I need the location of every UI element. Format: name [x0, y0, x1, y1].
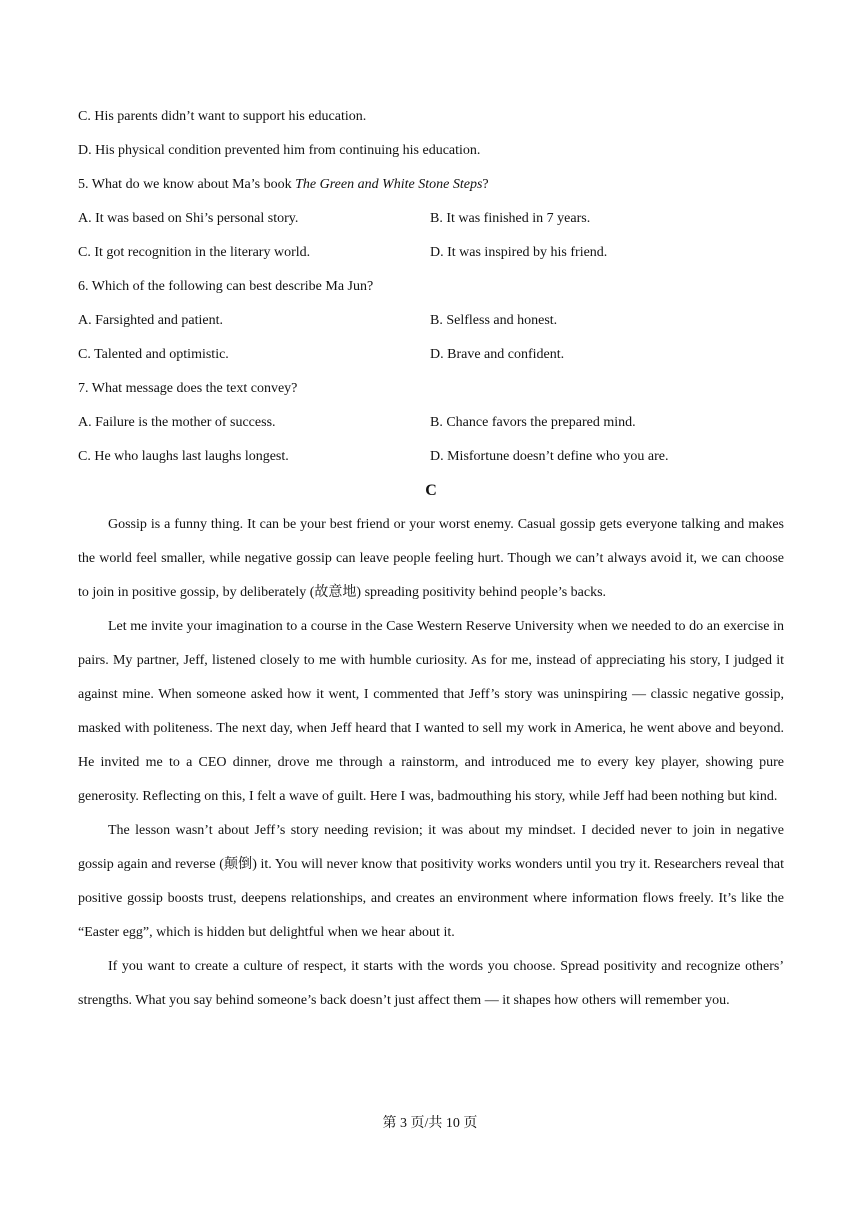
q7-options-row-1 — [78, 406, 784, 440]
page-content — [78, 100, 784, 1018]
q7-option-c: C. He who laughs last laughs longest. — [78, 449, 289, 464]
q4-option-c: C. His parents didn’t want to support his education. — [78, 109, 367, 124]
page-number-footer: 第 3 页/共 10 页 — [382, 1116, 478, 1131]
q7-option-d: D. Misfortune doesn’t define who you are. — [430, 449, 669, 464]
q7-options-row-2 — [78, 440, 784, 474]
q6-option-c: C. Talented and optimistic. — [78, 347, 229, 362]
section-c-heading: C — [425, 482, 437, 499]
q6-stem: 6. Which of the following can best describe Ma Jun? — [78, 279, 374, 294]
section-c-paragraph-4: If you want to create a culture of respect, it starts with the words you choose. Spread positivity and recognize others’ strengths. What you say behind someone’s back doesn’t just affect them — it shapes how others will remember you. — [78, 959, 784, 1008]
q6-option-b: B. Selfless and honest. — [430, 313, 558, 328]
q5-options-row-2 — [78, 236, 784, 270]
section-c-paragraph-3: The lesson wasn’t about Jeff’s story needing revision; it was about my mindset. I decided never to join in negative gossip again and reverse (颠倒) it. You will never know that positivity works wonders until you try it. Researchers reveal that positive gossip boosts trust, deepens relationships, and creates an environment where information flows freely. It’s like the “Easter egg”, which is hidden but delightful when we hear about it. — [78, 823, 784, 940]
section-c-paragraph-1: Gossip is a funny thing. It can be your best friend or your worst enemy. Casual gossip gets everyone talking and makes the world feel smaller, while negative gossip can leave people feeling hurt. Though we can’t always avoid it, we can choose to join in positive gossip, by deliberately (故意地) spreading positivity behind people’s backs. — [78, 517, 784, 600]
q5-stem-prefix: 5. What do we know about Ma’s book — [78, 177, 296, 192]
q5-stem — [78, 168, 784, 202]
q6-option-a: A. Farsighted and patient. — [78, 313, 224, 328]
q5-book-title: The Green and White Stone Steps — [295, 177, 483, 192]
q5-option-b: B. It was finished in 7 years. — [430, 211, 591, 226]
q5-option-a: A. It was based on Shi’s personal story. — [78, 211, 299, 226]
q7-option-b: B. Chance favors the prepared mind. — [430, 415, 636, 430]
q7-stem: 7. What message does the text convey? — [78, 381, 298, 396]
q4-option-d: D. His physical condition prevented him from continuing his education. — [78, 143, 481, 158]
q6-option-d: D. Brave and confident. — [430, 347, 565, 362]
q5-stem-suffix: ? — [482, 177, 489, 192]
q7-option-a: A. Failure is the mother of success. — [78, 415, 276, 430]
q5-option-c: C. It got recognition in the literary world. — [78, 245, 311, 260]
q6-options-row-2 — [78, 338, 784, 372]
section-c-paragraph-2: Let me invite your imagination to a course in the Case Western Reserve University when we needed to do an exercise in pairs. My partner, Jeff, listened closely to me with humble curiosity. As for me, instead of appreciating his story, I judged it against mine. When someone asked how it went, I commented that Jeff’s story was uninspiring — classic negative gossip, masked with politeness. The next day, when Jeff heard that I wanted to sell my work in America, he went above and beyond. He invited me to a CEO dinner, drove me through a rainstorm, and introduced me to every key player, showing pure generosity. Reflecting on this, I felt a wave of guilt. Here I was, badmouthing his story, while Jeff had been nothing but kind. — [78, 619, 784, 804]
q5-options-row-1 — [78, 202, 784, 236]
q6-options-row-1 — [78, 304, 784, 338]
q5-option-d: D. It was inspired by his friend. — [430, 245, 608, 260]
